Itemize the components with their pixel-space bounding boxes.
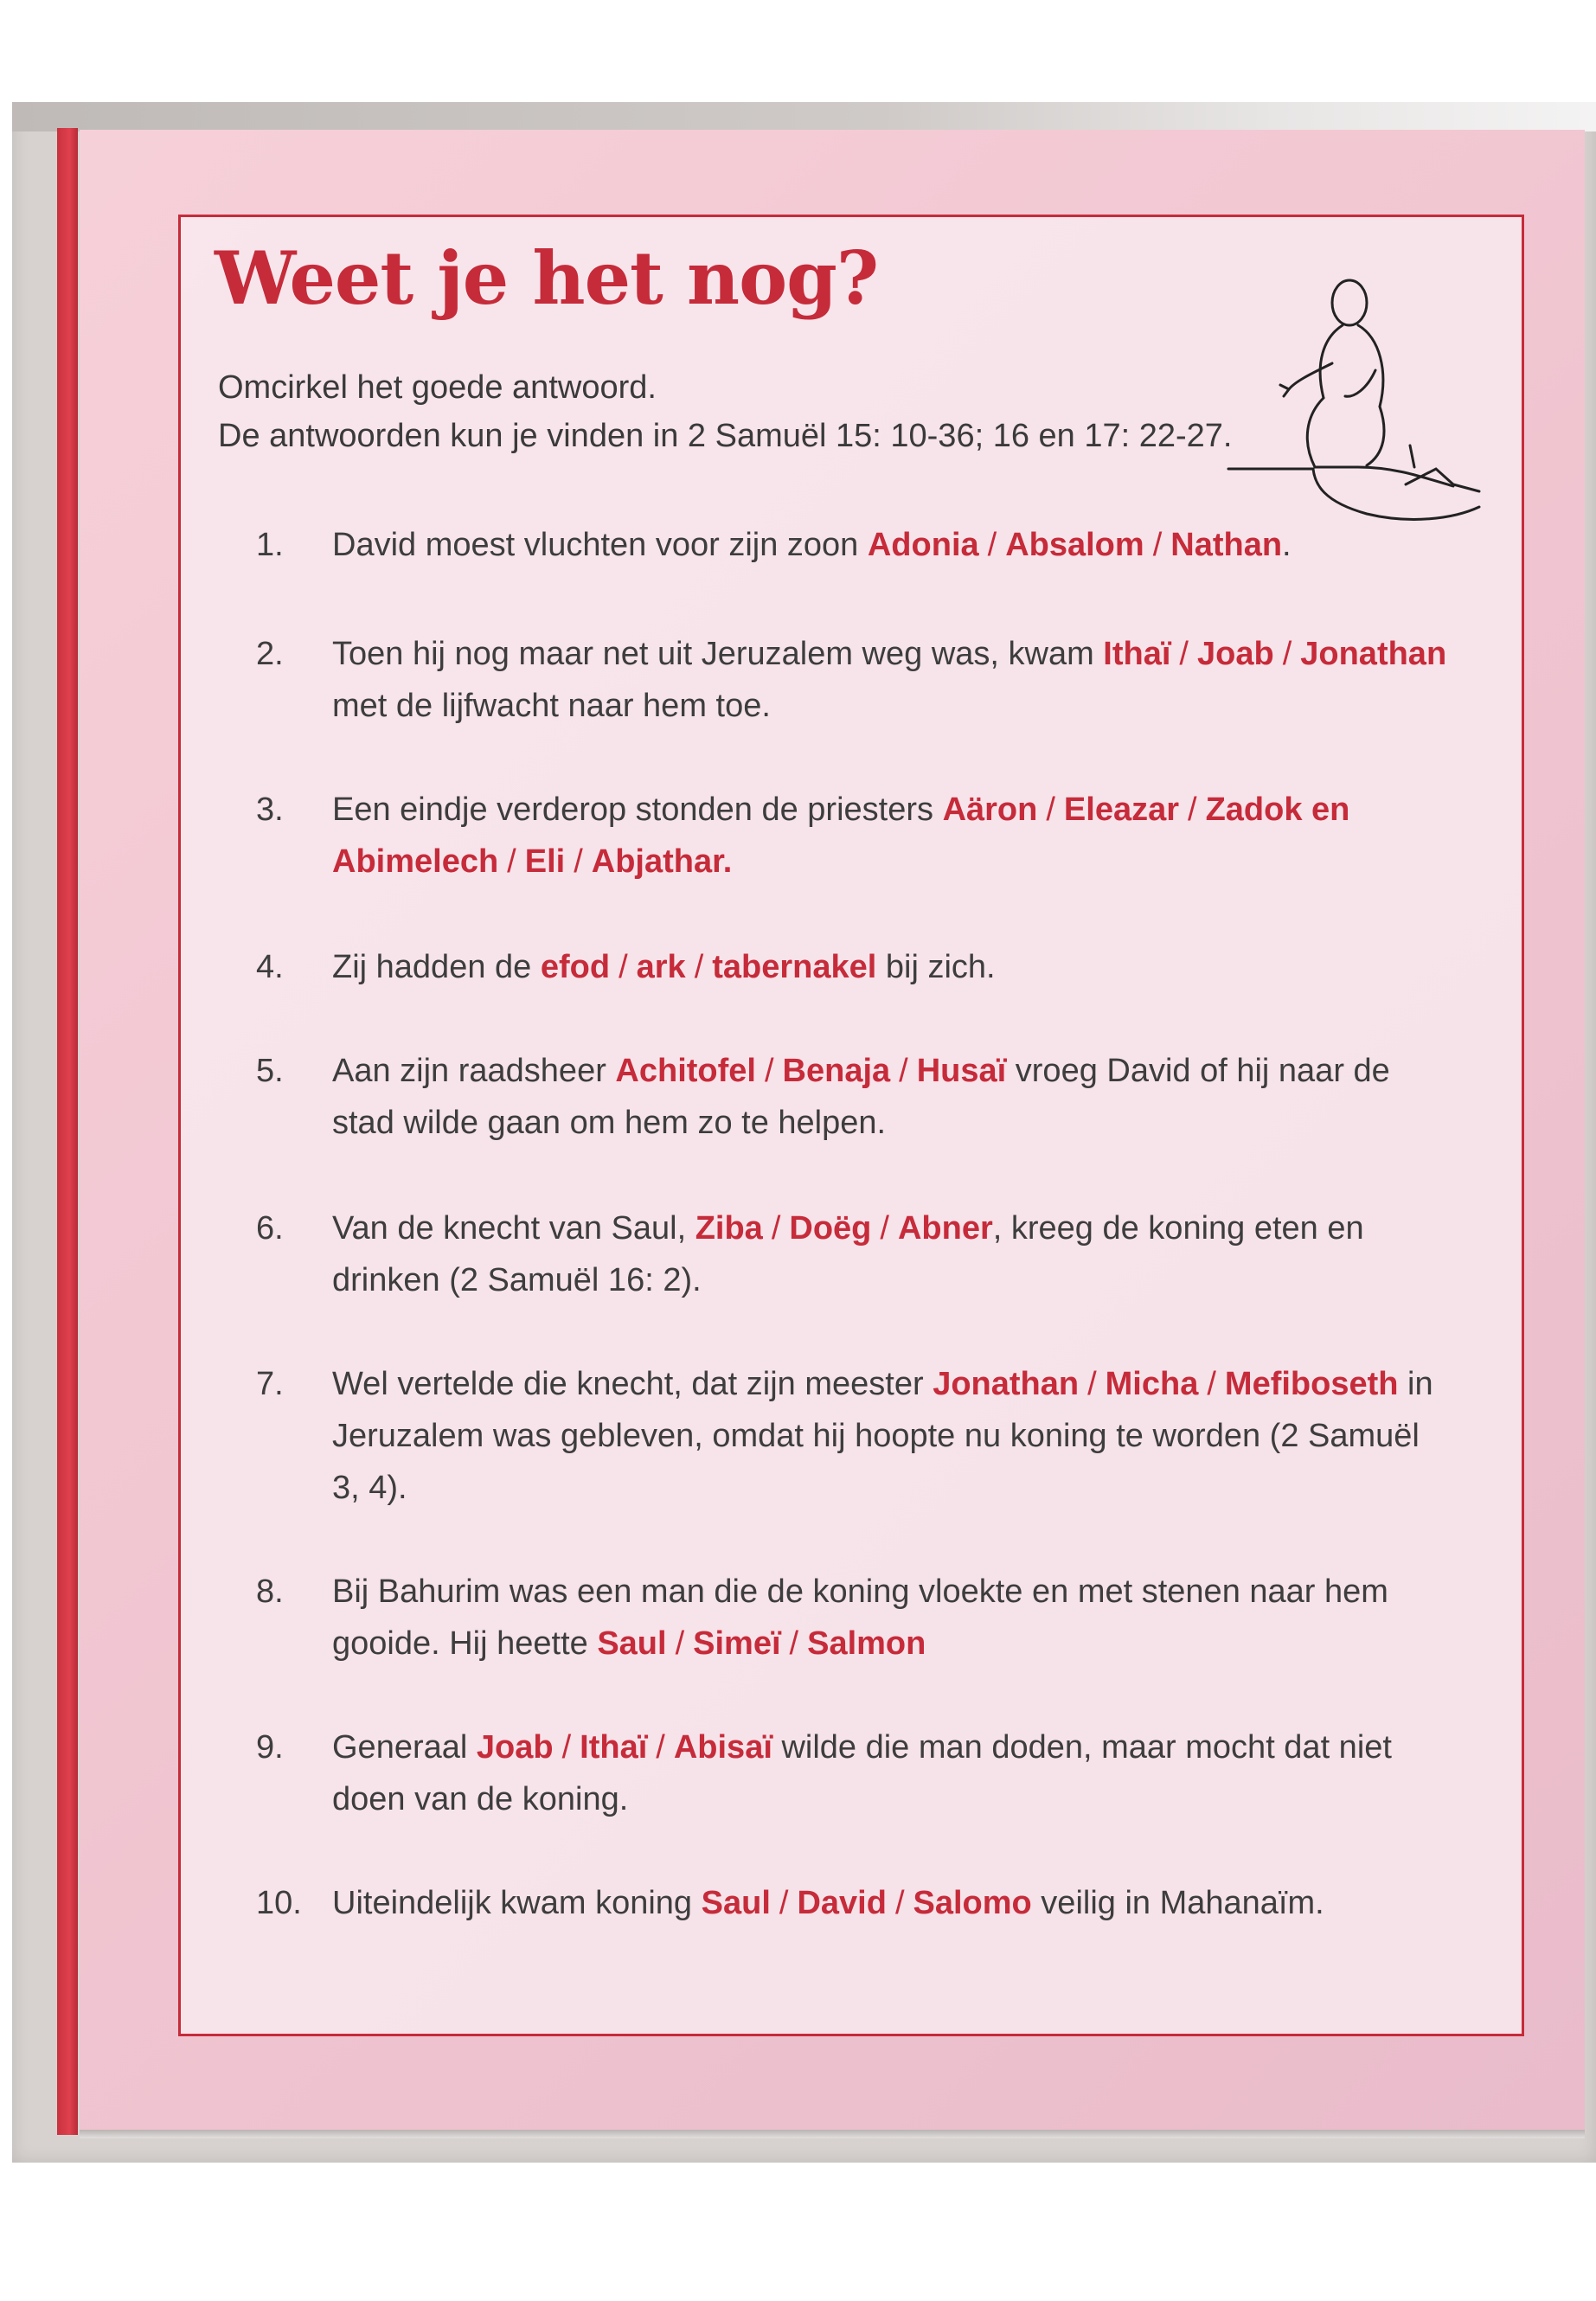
answer-option[interactable]: Ithaï: [580, 1729, 648, 1766]
question-4: 4. Zij hadden de efod / ark / tabernakel bij zich.: [256, 941, 1450, 993]
page-stack-edge: [57, 128, 78, 2135]
answer-option[interactable]: efod: [540, 949, 611, 985]
answer-option[interactable]: Saul: [597, 1625, 667, 1662]
kneeling-person-illustration: [1194, 268, 1505, 554]
answer-option[interactable]: Abisaï: [673, 1729, 772, 1766]
question-1: 1. David moest vluchten voor zijn zoon Adonia / Absalom / Nathan.: [256, 519, 1450, 571]
reference-line: De antwoorden kun je vinden in 2 Samuël 15: 10-36; 16 en 17: 22-27.: [218, 418, 1233, 454]
question-number: 10.: [256, 1885, 302, 1921]
answer-option[interactable]: Jonathan: [1300, 636, 1447, 672]
question-2: 2. Toen hij nog maar net uit Jeruzalem weg was, kwam Ithaï / Joab / Jonathan met de lijfwacht naar hem toe.: [256, 628, 1450, 732]
question-number: 5.: [256, 1053, 284, 1089]
answer-option[interactable]: Ziba: [695, 1210, 763, 1247]
answer-option[interactable]: Benaja: [782, 1053, 891, 1089]
question-10: 10. Uiteindelijk kwam koning Saul / David / Salomo veilig in Mahanaïm.: [256, 1877, 1450, 1929]
answer-option[interactable]: Salmon: [807, 1625, 926, 1662]
answer-option[interactable]: Husaï: [916, 1053, 1007, 1089]
worksheet-title: Weet je het nog?: [215, 235, 879, 321]
question-number: 8.: [256, 1574, 284, 1610]
answer-option[interactable]: Doëg: [789, 1210, 872, 1247]
answer-option[interactable]: David: [797, 1885, 887, 1921]
question-5: 5. Aan zijn raadsheer Achitofel / Benaja / Husaï vroeg David of hij naar de stad wilde gaan om hem zo te helpen.: [256, 1045, 1450, 1149]
answer-option[interactable]: Nathan: [1170, 527, 1283, 563]
answer-option[interactable]: Ithaï: [1103, 636, 1171, 672]
page-bottom-shadow: [80, 2130, 1585, 2138]
answer-option[interactable]: Joab: [476, 1729, 554, 1766]
book-spine-edge: [12, 102, 1596, 131]
answer-option[interactable]: Aäron: [942, 792, 1038, 828]
question-6: 6. Van de knecht van Saul, Ziba / Doëg / Abner, kreeg de koning eten en drinken (2 Samuël 16: 2).: [256, 1202, 1450, 1306]
answer-option[interactable]: Achitofel: [615, 1053, 756, 1089]
question-3: 3. Een eindje verderop stonden de priesters Aäron / Eleazar / Zadok en Abimelech / Eli / Abjathar.: [256, 784, 1450, 888]
question-9: 9. Generaal Joab / Ithaï / Abisaï wilde die man doden, maar mocht dat niet doen van de koning.: [256, 1721, 1450, 1825]
question-7: 7. Wel vertelde die knecht, dat zijn meester Jonathan / Micha / Mefiboseth in Jeruzalem was gebleven, omdat hij hoopte nu koning te worden (2 Samuël 3, 4).: [256, 1358, 1450, 1514]
answer-option[interactable]: Mefiboseth: [1224, 1366, 1399, 1402]
question-number: 1.: [256, 527, 284, 563]
answer-option[interactable]: Eleazar: [1063, 792, 1180, 828]
answer-option[interactable]: Simeï: [693, 1625, 781, 1662]
answer-option[interactable]: Absalom: [1005, 527, 1144, 563]
answer-option[interactable]: Joab: [1196, 636, 1274, 672]
question-number: 4.: [256, 949, 284, 985]
answer-option[interactable]: Salomo: [913, 1885, 1032, 1921]
instruction-line: Omcirkel het goede antwoord.: [218, 369, 657, 406]
question-number: 7.: [256, 1366, 284, 1402]
question-number: 3.: [256, 792, 284, 828]
question-number: 9.: [256, 1729, 284, 1766]
question-number: 2.: [256, 636, 284, 672]
question-8: 8. Bij Bahurim was een man die de koning vloekte en met stenen naar hem gooide. Hij heette Saul / Simeï / Salmon: [256, 1566, 1450, 1670]
answer-option[interactable]: Zadok en Abimelech: [332, 792, 1350, 880]
question-number: 6.: [256, 1210, 284, 1247]
answer-option[interactable]: tabernakel: [712, 949, 877, 985]
answer-option[interactable]: Abner: [897, 1210, 993, 1247]
answer-option[interactable]: Jonathan: [933, 1366, 1080, 1402]
answer-option[interactable]: ark: [636, 949, 686, 985]
answer-option[interactable]: Micha: [1105, 1366, 1199, 1402]
answer-option[interactable]: Adonia: [867, 527, 979, 563]
answer-option[interactable]: Saul: [701, 1885, 771, 1921]
instructions: [218, 363, 1256, 460]
answer-option[interactable]: Eli: [524, 843, 566, 880]
answer-option[interactable]: Abjathar.: [591, 843, 733, 880]
